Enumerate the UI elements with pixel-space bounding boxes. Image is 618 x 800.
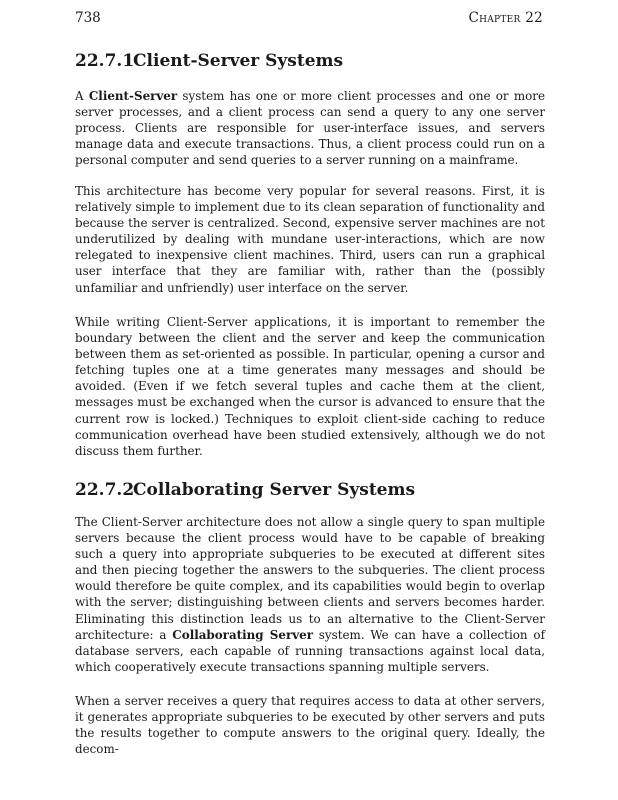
section-title: Collaborating Server Systems <box>133 480 416 500</box>
section-heading-collaborating-server <box>75 480 415 500</box>
section-number: 22.7.2 <box>75 480 135 500</box>
page-number: 738 <box>75 10 101 26</box>
paragraph-text: The Client-Server architecture does not allow a single query to span multiple servers because the client process would have to be capable of breaking such a query into appropriate subqueries to be executed at different sites and then piecing together the answers to the subqueries. The client process would therefore be quite complex, and its capabilities would begin to overlap with the server; distinguishing between clients and servers becomes harder. Eliminating this distinction leads us to an alternative to the Client-Server architecture: a <box>75 515 545 642</box>
section-title: Client-Server Systems <box>133 51 344 71</box>
paragraph-collaborating-definition <box>75 514 545 675</box>
section-heading-client-server <box>75 51 343 71</box>
paragraph-text: system has one or more client processes and one or more server processes, and a client process can send a query to any one server process. Clients are responsible for user-interface issues, and servers manage data and execute transactions. Thus, a client process could run on a personal computer and send queries to a server running on a mainframe. <box>75 89 545 168</box>
paragraph-query-decomposition: When a server receives a query that requires access to data at other servers, it generates appropriate subqueries to be executed by other servers and puts the results together to compute answers to the original query. Ideally, the decom- <box>75 694 545 757</box>
running-head: Chapter 22 <box>468 10 543 26</box>
paragraph-client-server-definition <box>75 88 545 168</box>
paragraph-text: system. We can have a collection of database servers, each capable of running transactions against local data, which cooperatively execute transactions spanning multiple servers. <box>75 627 545 674</box>
defined-term-collaborating-server: Collaborating Server <box>172 627 313 642</box>
page-header <box>75 10 543 30</box>
paragraph-popularity: This architecture has become very popular for several reasons. First, it is relatively simple to implement due to its clean separation of functionality and because the server is centralized. Second, expensive server machines are not underutilized by dealing with mundane user-interactions, which are now relegated to inexpensive client machines. Third, users can run a graphical user interface that they are familiar with, rather than the (possibly unfamiliar and unfriendly) user interface on the server. <box>75 184 545 295</box>
defined-term-client-server: Client-Server <box>88 89 178 103</box>
section-number: 22.7.1 <box>75 51 135 71</box>
paragraph-text: A <box>75 89 89 103</box>
paragraph-communication: While writing Client-Server applications, it is important to remember the boundary between the client and the server and keep the communication between them as set-oriented as possible. In particular, opening a cursor and fetching tuples one at a time generates many messages and should be avoided. (Even if we fetch several tuples and cache them at the client, messages must be exchanged when the cursor is advanced to ensure that the current row is locked.) Techniques to exploit client-side caching to reduce communication overhead have been studied extensively, although we do not discuss them further. <box>75 315 545 458</box>
